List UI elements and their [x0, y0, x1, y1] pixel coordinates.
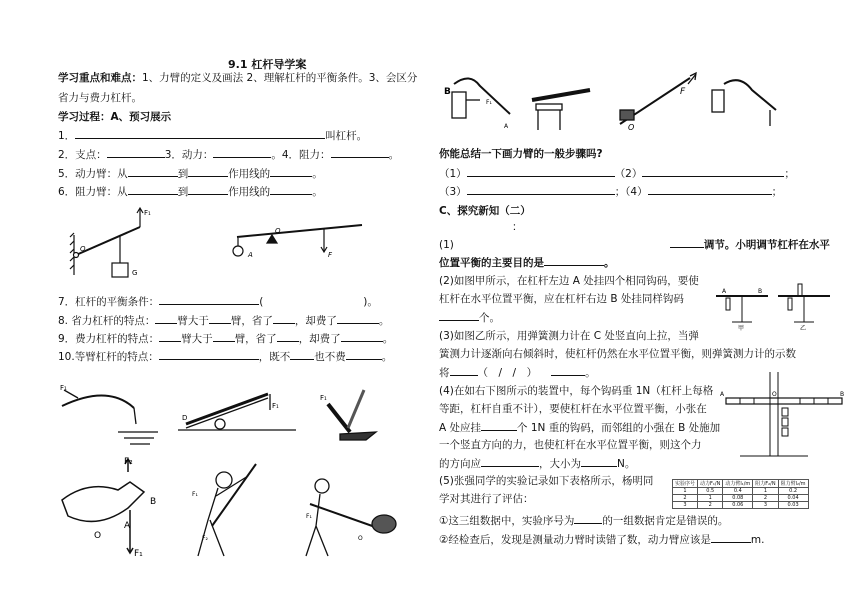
- blank[interactable]: [128, 166, 178, 177]
- blank[interactable]: [544, 255, 604, 266]
- blank[interactable]: [346, 349, 382, 360]
- steps-row-1: （1） （2） ；: [439, 168, 795, 180]
- blank[interactable]: [273, 313, 295, 324]
- blank[interactable]: [277, 331, 299, 342]
- svg-text:B: B: [150, 497, 157, 507]
- svg-text:O: O: [628, 123, 635, 132]
- crowbar-illustration: [328, 390, 376, 440]
- section-c-colon: ：: [512, 221, 523, 233]
- question-6: 6．阻力臂：从 到 作用线的 。: [58, 186, 323, 198]
- svg-text:F₁: F₁: [134, 549, 143, 559]
- question-7: 7．杠杆的平衡条件： ( )。: [58, 296, 378, 308]
- section-c-title: C、探究新知（二）: [439, 205, 531, 217]
- svg-text:B: B: [840, 391, 845, 398]
- blank[interactable]: [270, 166, 312, 177]
- table-row: 2 1 0.08 2 0.04: [673, 495, 809, 502]
- tongs-illustration: [62, 459, 144, 553]
- blank[interactable]: [648, 184, 772, 195]
- blank[interactable]: [467, 184, 615, 195]
- part-5-line-4: ②经检查后，发现是测量动力臂时读错了数，动力臂应该是 m.: [439, 534, 765, 546]
- blank[interactable]: [581, 456, 617, 467]
- part-1-line-2: 位置平衡的主要目的是 。: [439, 257, 615, 269]
- blank[interactable]: [670, 237, 704, 248]
- blank[interactable]: [450, 365, 478, 376]
- blank[interactable]: [155, 313, 177, 324]
- part-5-line-2: 学对其进行了评估：: [439, 493, 534, 505]
- table-header-row: 实验序号 动力F₁/N 动力臂l₁/m 阻力F₂/N 阻力臂l₂/m: [673, 480, 809, 488]
- question-8: 8. 省力杠杆的特点： 臂大于 臂，省了 ，却费了 。: [58, 315, 390, 327]
- blank[interactable]: [290, 349, 314, 360]
- svg-text:A: A: [124, 521, 131, 531]
- blank[interactable]: [481, 420, 517, 431]
- question-10: 10.等臂杠杆的特点： ，既不 也不费 。: [58, 351, 393, 363]
- svg-text:F: F: [680, 87, 686, 97]
- rail-lever-illustration: [620, 73, 696, 124]
- focus-line-1: [58, 71, 417, 85]
- svg-text:F: F: [328, 251, 333, 259]
- blank[interactable]: [481, 456, 539, 467]
- part-4-line-4: 一个竖直方向的力，也使杠杆在水平位置平衡，则这个力: [439, 439, 702, 451]
- fig-yi-label: 乙: [800, 325, 807, 332]
- focus-label: 学习重点和难点：: [58, 72, 142, 84]
- blank[interactable]: [270, 184, 312, 195]
- table-row: 3 2 0.06 3 0.03: [673, 502, 809, 509]
- svg-text:O: O: [358, 535, 363, 542]
- blank[interactable]: [209, 313, 231, 324]
- svg-text:F₁: F₁: [306, 513, 312, 520]
- blank[interactable]: [711, 532, 751, 543]
- blank[interactable]: [642, 166, 784, 177]
- part-2-line-1: (2)如图甲所示，在杠杆左边 A 处挂四个相同钩码，要使: [439, 275, 699, 287]
- blank[interactable]: [75, 128, 325, 139]
- lever-diagrams: [62, 205, 402, 290]
- question-9: 9．费力杠杆的特点： 臂大于 臂，省了 ，却费了 。: [58, 333, 394, 345]
- lever-apparatus-figure: [720, 368, 848, 468]
- blank[interactable]: [159, 331, 181, 342]
- blank[interactable]: [188, 166, 228, 177]
- part-3-line-3: 将 （ / / ） 。: [439, 367, 596, 379]
- faucet-illustration: [712, 80, 776, 126]
- svg-text:O: O: [94, 531, 102, 541]
- part-4-line-3: A 处应挂 个 1N 重的钩码，而邻组的小强在 B 处施加: [439, 422, 721, 434]
- question-5: 5．动力臂：从 到 作用线的 。: [58, 168, 323, 180]
- svg-text:A: A: [720, 391, 725, 398]
- question-1: 1． 叫杠杆。: [58, 130, 368, 142]
- balance-figures: [712, 282, 842, 332]
- right-top-lever-illustrations: [440, 70, 780, 134]
- svg-text:B: B: [758, 288, 763, 295]
- blank[interactable]: [439, 310, 479, 321]
- fig-jia-label: 甲: [738, 325, 745, 332]
- blank[interactable]: [467, 166, 615, 177]
- svg-text:F₂: F₂: [124, 457, 133, 467]
- label-f1: F₁: [144, 209, 151, 217]
- process-heading: 学习过程：A、预习展示: [58, 111, 172, 123]
- stool-illustration: [532, 90, 590, 130]
- svg-text:F₁: F₁: [272, 402, 279, 410]
- part-3-line-1: (3)如图乙所示，用弹簧测力计在 C 处竖直向上拉，当弹: [439, 330, 699, 342]
- steps-question: 你能总结一下画力臂的一般步骤吗?: [439, 148, 603, 160]
- part-4-line-1: (4)在如右下图所示的装置中，每个钩码重 1N（杠杆上每格: [439, 385, 714, 397]
- blank[interactable]: [159, 294, 259, 305]
- svg-text:B: B: [444, 87, 451, 97]
- worker-digging-illustration: [198, 464, 256, 556]
- blank[interactable]: [551, 365, 585, 376]
- svg-text:F₁: F₁: [486, 99, 492, 106]
- blank[interactable]: [213, 147, 271, 158]
- blank[interactable]: [213, 331, 235, 342]
- part-3-line-2: 簧测力计逐渐向右倾斜时，使杠杆仍然在水平位置平衡，则弹簧测力计的示数: [439, 348, 796, 360]
- lever-diagram-1: [70, 208, 143, 277]
- blank[interactable]: [159, 349, 259, 360]
- question-2: 2．支点： 3．动力： 。4．阻力： 。: [58, 149, 400, 161]
- part-2-line-3: 个。: [439, 310, 500, 325]
- svg-text:F₁: F₁: [320, 394, 327, 402]
- svg-text:F₂: F₂: [202, 535, 208, 542]
- blank[interactable]: [331, 147, 389, 158]
- part-4-line-2: 等距，杠杆自重不计），要使杠杆在水平位置平衡，小张在: [439, 403, 707, 415]
- focus-text: 1、力臂的定义及画法 2、理解杠杆的平衡条件。3、会区分: [142, 72, 418, 84]
- part-5-line-3: ①这三组数据中，实验序号为 的一组数据肯定是错误的。: [439, 515, 729, 527]
- worker-lever-illustration: [306, 479, 396, 556]
- svg-text:O: O: [275, 227, 281, 235]
- fishing-rod-illustration: [62, 390, 158, 444]
- svg-text:A: A: [504, 123, 509, 130]
- page-title: 9.1 杠杆导学案: [228, 58, 307, 71]
- blank[interactable]: [188, 184, 228, 195]
- blank[interactable]: [341, 331, 383, 342]
- svg-text:A: A: [248, 251, 253, 259]
- svg-text:F₁: F₁: [192, 491, 198, 498]
- blank[interactable]: [574, 513, 602, 524]
- focus-line-2: 省力与费力杠杆。: [58, 92, 142, 104]
- blank[interactable]: [337, 313, 379, 324]
- part-4-line-5: 的方向应 ，大小为 N。: [439, 458, 636, 470]
- tool-illustrations: [58, 380, 398, 580]
- table-row: 1 0.5 0.4 1 0.2: [673, 488, 809, 495]
- part-5-line-1: (5)张强同学的实验记录如下表格所示，杨明同: [439, 475, 654, 487]
- svg-text:O: O: [772, 391, 777, 398]
- steps-row-2: （3） ；（4） ；: [439, 186, 783, 198]
- svg-text:D: D: [182, 414, 188, 422]
- part-2-line-2: 杠杆在水平位置平衡，应在杠杆右边 B 处挂同样钩码: [439, 293, 684, 305]
- svg-text:O: O: [80, 245, 86, 253]
- svg-text:A: A: [722, 288, 727, 295]
- experiment-table: [672, 479, 809, 509]
- pump-illustration: [452, 78, 510, 118]
- svg-text:G: G: [132, 269, 138, 277]
- part-1-line-1: (1) 调节。小明调节杠杆在水平: [439, 239, 830, 251]
- blank[interactable]: [128, 184, 178, 195]
- svg-text:F₁: F₁: [60, 384, 67, 392]
- blank[interactable]: [107, 147, 165, 158]
- ramp-illustration: [178, 394, 296, 430]
